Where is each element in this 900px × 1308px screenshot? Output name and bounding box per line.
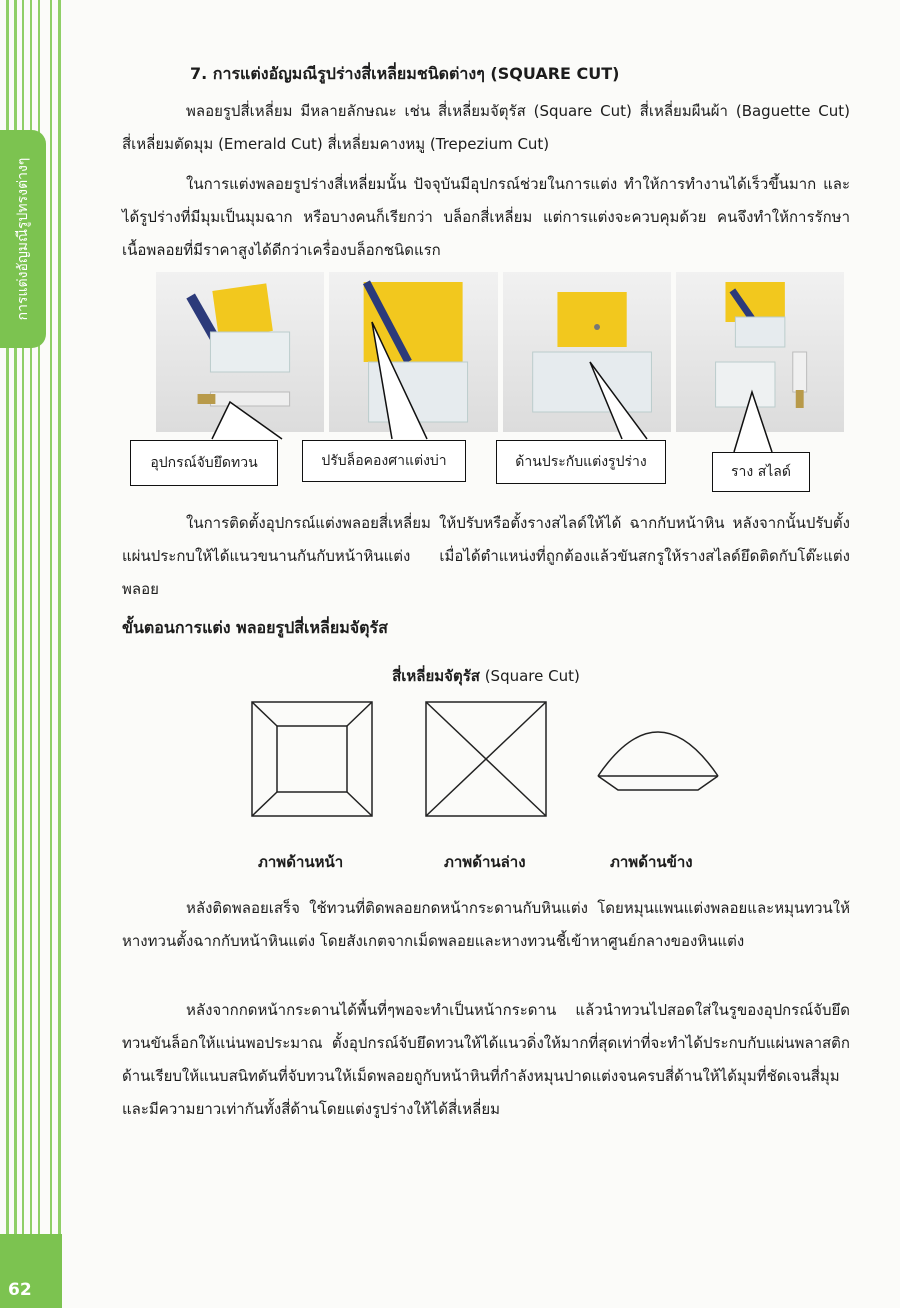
- callout-shaping-plate: ด้านประกับแต่งรูปร่าง: [496, 440, 666, 484]
- diagram-title-thai: สี่เหลี่ยมจัตุรัส: [392, 667, 480, 685]
- photo-strip: [156, 272, 844, 434]
- callout-angle-lock: ปรับล็อคองศาแต่งบ่า: [302, 440, 466, 482]
- photo-holder-device: [156, 272, 324, 432]
- callout-holder-device: อุปกรณ์จับยึดทวน: [130, 440, 278, 486]
- front-view-diagram: [252, 702, 372, 816]
- diagram-title-english: (Square Cut): [484, 667, 580, 685]
- photo-slide-rail: [676, 272, 844, 432]
- callout-slide-rail: ราง สไลด์: [712, 452, 810, 492]
- square-cut-diagrams: [250, 700, 730, 820]
- diagram-label-side: ภาพด้านข้าง: [610, 853, 693, 871]
- chapter-side-tab-label: การแต่งอัญมณีรูปทรงต่างๆ: [15, 157, 31, 321]
- page-number: 62: [0, 1234, 62, 1308]
- paragraph-3: ในการติดตั้งอุปกรณ์แต่งพลอยสี่เหลี่ยม ให้ปรับหรือตั้งรางสไลด์ให้ได้ ฉากกับหน้าหิน หลังจากนั้นปรับตั้งแผ่นประกบให้ได้แนวขนานกันกับหน้าหินแต่ง เมื่อได้ตำแหน่งที่ถูกต้องแล้วขันสกรูให้รางสไลด์ยึดติดกับโต๊ะแต่งพลอย: [122, 514, 850, 598]
- left-margin-decoration: [0, 0, 62, 1308]
- paragraph-4: หลังติดพลอยเสร็จ ใช้ทวนที่ติดพลอยกดหน้ากระดานกับหินแต่ง โดยหมุนแพนแต่งพลอยและหมุนทวนให้หางทวนตั้งฉากกับหน้าหินแต่ง โดยสังเกตจากเม็ดพลอยและหางทวนชี้เข้าหาศูนย์กลางของหินแต่ง: [122, 899, 850, 950]
- procedure-heading: ขั้นตอนการแต่ง พลอยรูปสี่เหลี่ยมจัตุรัส: [122, 618, 388, 637]
- diagram-label-front: ภาพด้านหน้า: [258, 853, 344, 871]
- paragraph-5: หลังจากกดหน้ากระดานได้พื้นที่ๆพอจะทำเป็นหน้ากระดาน แล้วนำทวนไปสอดใส่ในรูของอุปกรณ์จับยึดทวนขันล็อกให้แน่นพอประมาณ ตั้งอุปกรณ์จับยึดทวนให้ได้แนวดิ่งให้มากที่สุดเท่าที่จะทำได้ประกบกับแผ่นพลาสติกด้านเรียบให้แนบสนิทดันที่จับทวนให้เม็ดพลอยถูกับหน้าหินที่กำลังหมุนปาดแต่งจนครบสี่ด้านให้ได้มุมที่ชัดเจนสี่มุมและมีความยาวเท่ากันทั้งสี่ด้านโดยแต่งรูปร่างให้ได้สี่เหลี่ยม: [122, 1001, 850, 1118]
- section-heading: 7. การแต่งอัญมณีรูปร่างสี่เหลี่ยมชนิดต่างๆ (SQUARE CUT): [190, 64, 620, 83]
- paragraph-1: พลอยรูปสี่เหลี่ยม มีหลายลักษณะ เช่น สี่เหลี่ยมจัตุรัส (Square Cut) สี่เหลี่ยมผืนผ้า (Baguette Cut) สี่เหลี่ยมตัดมุม (Emerald Cut) สี่เหลี่ยมคางหมู (Trepezium Cut): [122, 102, 850, 153]
- photo-angle-lock: [329, 272, 497, 432]
- bottom-view-diagram: [426, 702, 546, 816]
- photo-shaping-plate: [503, 272, 671, 432]
- side-view-diagram: [598, 732, 718, 790]
- diagram-title: [122, 664, 850, 688]
- paragraph-2: ในการแต่งพลอยรูปร่างสี่เหลี่ยมนั้น ปัจจุบันมีอุปกรณ์ช่วยในการแต่ง ทำให้การทำงานได้เร็วขึ้นมาก และได้รูปร่างที่มีมุมเป็นมุมฉาก หรือบางคนก็เรียกว่า บล็อกสี่เหลี่ยม แต่การแต่งจะควบคุมด้วย คนจึงทำให้การรักษาเนื้อพลอยที่มีราคาสูงได้ดีกว่าเครื่องบล็อกชนิดแรก: [122, 175, 850, 259]
- diagram-label-bottom: ภาพด้านล่าง: [444, 853, 526, 871]
